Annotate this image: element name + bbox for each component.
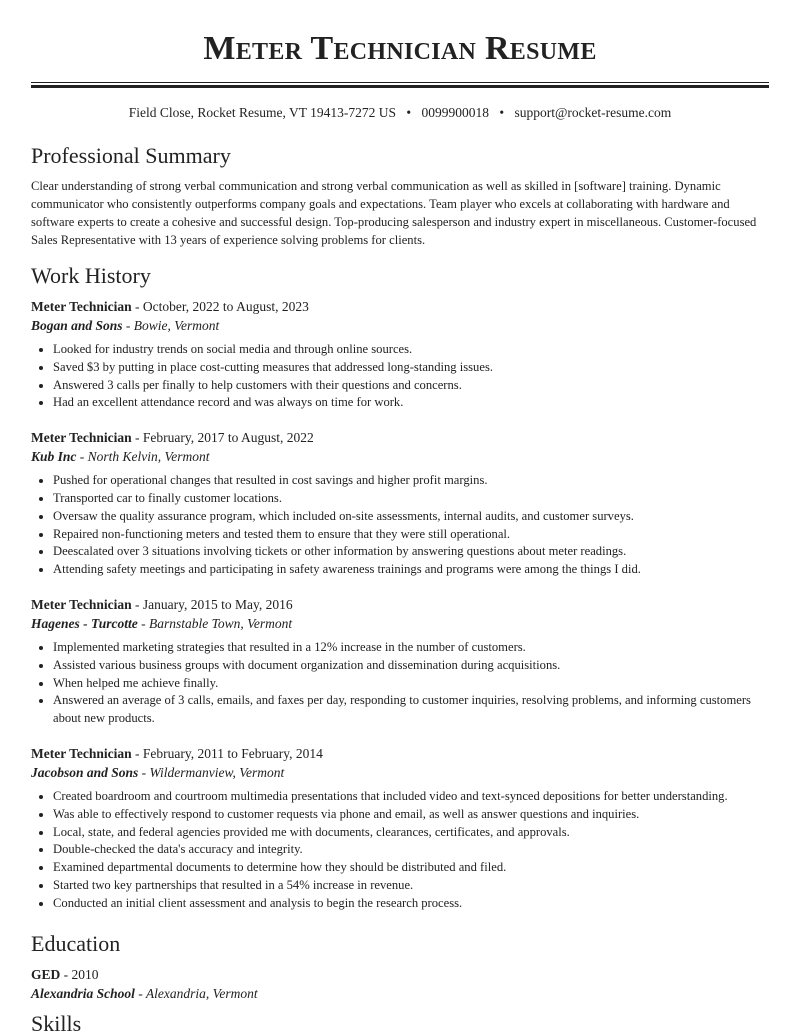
job-bullet: • Local, state, and federal agencies provided me with documents, clearances, certificates, and approvals. <box>53 824 769 842</box>
job-title: Meter Technician <box>31 745 132 761</box>
job-employer <box>31 316 769 335</box>
job-dates: - February, 2011 to February, 2014 <box>131 745 323 761</box>
title-rule-thick <box>31 85 769 88</box>
resume-title: Meter Technician Resume <box>203 30 597 67</box>
contact-line <box>0 104 800 122</box>
job-bullets <box>31 472 769 579</box>
job-location: - Wildermanview, Vermont <box>138 764 285 780</box>
job-header <box>31 595 769 614</box>
job-bullet: • Assisted various business groups with document organization and dissemination during acquisitions. <box>53 657 769 675</box>
contact-separator: • <box>406 105 412 120</box>
job-bullet: • When helped me achieve finally. <box>53 675 769 693</box>
education-location: - Alexandria, Vermont <box>134 985 258 1001</box>
job-bullet: • Attending safety meetings and participating in safety awareness trainings and programs were among the things I did. <box>53 561 769 579</box>
job-bullet: • Saved $3 by putting in place cost-cutting measures that addressed long-standing issues. <box>53 359 769 377</box>
job-title: Meter Technician <box>31 596 132 612</box>
job-bullet: • Had an excellent attendance record and was always on time for work. <box>53 394 769 412</box>
job-employer <box>31 614 769 633</box>
contact-separator: • <box>499 105 505 120</box>
job-location: - North Kelvin, Vermont <box>76 449 210 465</box>
education-degree: GED <box>31 966 61 982</box>
job-employer <box>31 447 769 466</box>
job-bullet: • Answered an average of 3 calls, emails, and faxes per day, responding to customer inquiries, resolving problems, and informing customers about new products. <box>53 692 769 728</box>
job-title: Meter Technician <box>31 299 132 314</box>
job-bullet: • Oversaw the quality assurance program, which included on-site assessments, internal audits, and customer surveys. <box>53 508 769 526</box>
contact-email: support@rocket-resume.com <box>514 105 672 120</box>
job-entry <box>31 595 769 728</box>
job-bullet: • Was able to effectively respond to customer requests via phone and email, as well as answer questions and inquiries. <box>53 806 769 824</box>
job-entry <box>31 428 769 579</box>
summary-text: Clear understanding of strong verbal communication and strong verbal communication as well as skilled in [software] training. Dynamic communicator who consistently outperforms company goals and expectations. Team player who excels at collaborating with hardware and software experts to create a cohesive and successful design. Top-producing salesperson and industry expert in miscellaneous. Customer-focused Sales Representative with 13 years of experience solving problems for clients. <box>31 179 757 247</box>
summary-heading: Professional Summary <box>31 143 231 168</box>
job-location: - Bowie, Vermont <box>122 318 220 333</box>
job-bullet: • Transported car to finally customer locations. <box>53 490 769 508</box>
job-bullet: • Double-checked the data's accuracy and integrity. <box>53 841 769 859</box>
work-history-heading: Work History <box>31 263 151 288</box>
job-entry <box>31 744 769 913</box>
job-header <box>31 297 769 316</box>
job-bullet: • Repaired non-functioning meters and tested them to ensure that they were still operational. <box>53 526 769 544</box>
job-bullet: • Conducted an initial client assessment and analysis to begin the research process. <box>53 895 769 913</box>
job-bullets <box>31 341 769 412</box>
skills-heading: Skills <box>31 1010 82 1035</box>
job-bullets <box>31 639 769 728</box>
job-title: Meter Technician <box>31 430 132 446</box>
job-employer <box>31 763 769 782</box>
job-company: Bogan and Sons <box>31 318 123 333</box>
job-company: Hagenes - Turcotte <box>31 615 138 631</box>
job-location: - Barnstable Town, Vermont <box>137 615 293 631</box>
job-header <box>31 428 769 447</box>
title-rule-thin <box>31 82 769 83</box>
education-year: - 2010 <box>60 966 99 982</box>
job-bullet: • Created boardroom and courtroom multimedia presentations that included video and text-synced depositions for better understanding. <box>53 788 769 806</box>
job-bullet: • Deescalated over 3 situations involving tickets or other information by answering questions about meter readings. <box>53 543 769 561</box>
contact-address: Field Close, Rocket Resume, VT 19413-7272 US <box>128 105 396 120</box>
job-bullet: • Answered 3 calls per finally to help customers with their questions and concerns. <box>53 377 769 395</box>
education-school: Alexandria School <box>31 985 135 1001</box>
job-bullet: • Looked for industry trends on social media and through online sources. <box>53 341 769 359</box>
contact-phone: 0099900018 <box>421 105 489 120</box>
job-dates: - October, 2022 to August, 2023 <box>131 299 309 314</box>
education-school-line <box>31 984 769 1003</box>
job-company: Jacobson and Sons <box>31 764 139 780</box>
job-bullet: • Started two key partnerships that resulted in a 54% increase in revenue. <box>53 877 769 895</box>
job-bullets <box>31 788 769 913</box>
job-bullet: • Implemented marketing strategies that resulted in a 12% increase in the number of customers. <box>53 639 769 657</box>
job-bullet: • Pushed for operational changes that resulted in cost savings and higher profit margins. <box>53 472 769 490</box>
job-dates: - January, 2015 to May, 2016 <box>131 596 293 612</box>
job-header <box>31 744 769 763</box>
job-company: Kub Inc <box>31 449 77 465</box>
job-entry <box>31 297 769 412</box>
job-dates: - February, 2017 to August, 2022 <box>131 430 314 446</box>
education-heading: Education <box>31 930 121 956</box>
job-bullet: • Examined departmental documents to determine how they should be distributed and filed. <box>53 859 769 877</box>
education-header <box>31 965 769 984</box>
resume-content <box>31 139 769 1035</box>
